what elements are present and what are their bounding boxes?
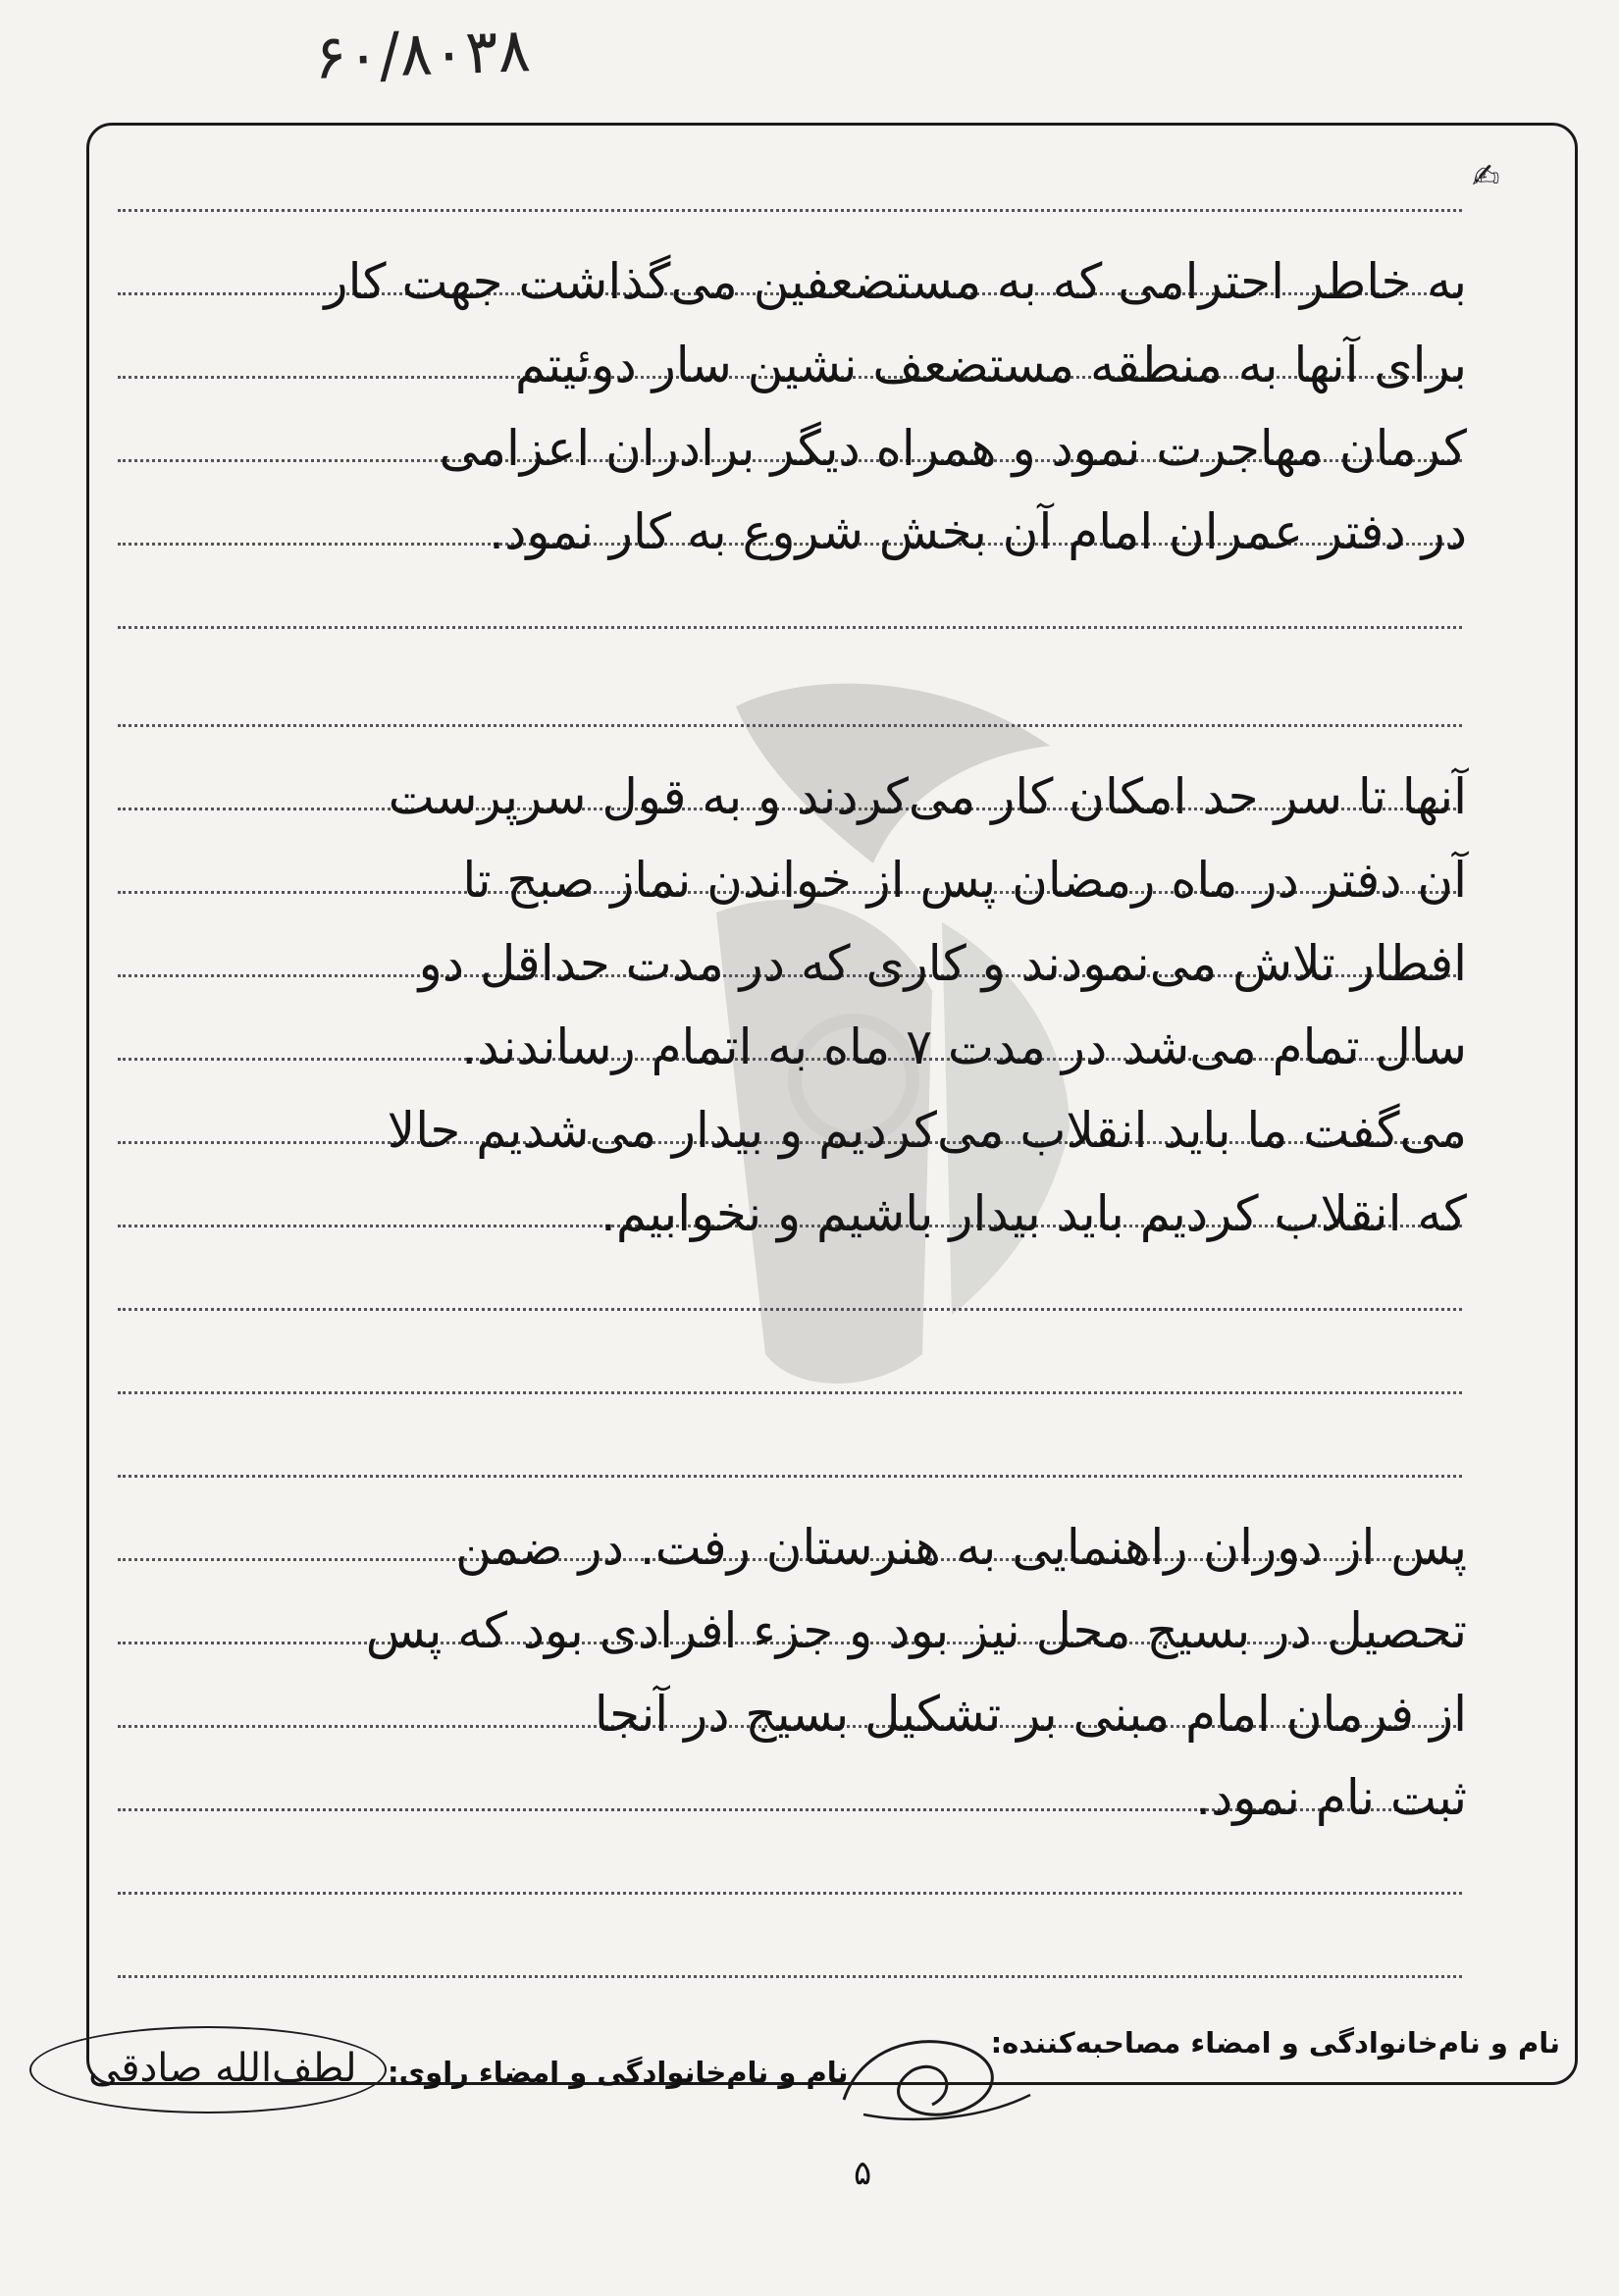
ruled-line [118, 626, 1462, 629]
handwritten-line: افطار تلاش می‌نمودند و کاری که در مدت حداقل دو [418, 935, 1467, 992]
handwritten-line: در دفتر عمران امام آن بخش شروع به کار نمود. [489, 503, 1467, 560]
ruled-line [118, 1308, 1462, 1311]
ruled-line [118, 209, 1462, 212]
handwritten-line: از فرمان امام مبنی بر تشکیل بسیج در آنجا [594, 1686, 1467, 1743]
pen-mark: ✍ [1472, 157, 1500, 196]
ruled-line [118, 1975, 1462, 1978]
handwritten-line: تحصیل در بسیج محل نیز بود و جزء افرادی بود که پس [365, 1602, 1467, 1659]
narrator-name: لطف‌الله صادقی [88, 2046, 357, 2091]
interviewer-signature-label: نام و نام‌خانوادگی و امضاء مصاحبه‌کننده: [990, 2026, 1560, 2060]
handwritten-line: که انقلاب کردیم باید بیدار باشیم و نخوابیم. [601, 1185, 1467, 1242]
handwritten-line: کرمان مهاجرت نمود و همراه دیگر برادران اعزامی [439, 420, 1467, 477]
page-number: ۵ [854, 2154, 872, 2193]
document-number: ۶۰/۸۰۳۸ [312, 14, 532, 93]
handwritten-line: ثبت نام نمود. [1195, 1769, 1467, 1826]
narrator-signature-label: نام و نام‌خانوادگی و امضاء راوی: [388, 2056, 849, 2089]
handwritten-line: پس از دوران راهنمایی به هنرستان رفت. در ضمن [455, 1519, 1467, 1576]
handwritten-line: سال تمام می‌شد در مدت ۷ ماه به اتمام رساندند. [461, 1018, 1467, 1075]
ruled-line [118, 724, 1462, 727]
handwritten-line: می‌گفت ما باید انقلاب می‌کردیم و بیدار می‌شدیم حالا [387, 1102, 1467, 1159]
interviewer-signature [824, 2021, 1040, 2129]
handwritten-line: آنها تا سر حد امکان کار می‌کردند و به قول سرپرست [388, 768, 1467, 825]
ruled-line [118, 1391, 1462, 1394]
handwritten-line: به خاطر احترامی که به مستضعفین می‌گذاشت جهت کار [324, 253, 1467, 310]
handwritten-line: آن دفتر در ماه رمضان پس از خواندن نماز صبح تا [462, 852, 1467, 909]
handwritten-line: برای آنها به منطقه مستضعف نشین سار دوئیتم [514, 337, 1467, 393]
ruled-line [118, 1475, 1462, 1478]
ruled-line [118, 1892, 1462, 1895]
